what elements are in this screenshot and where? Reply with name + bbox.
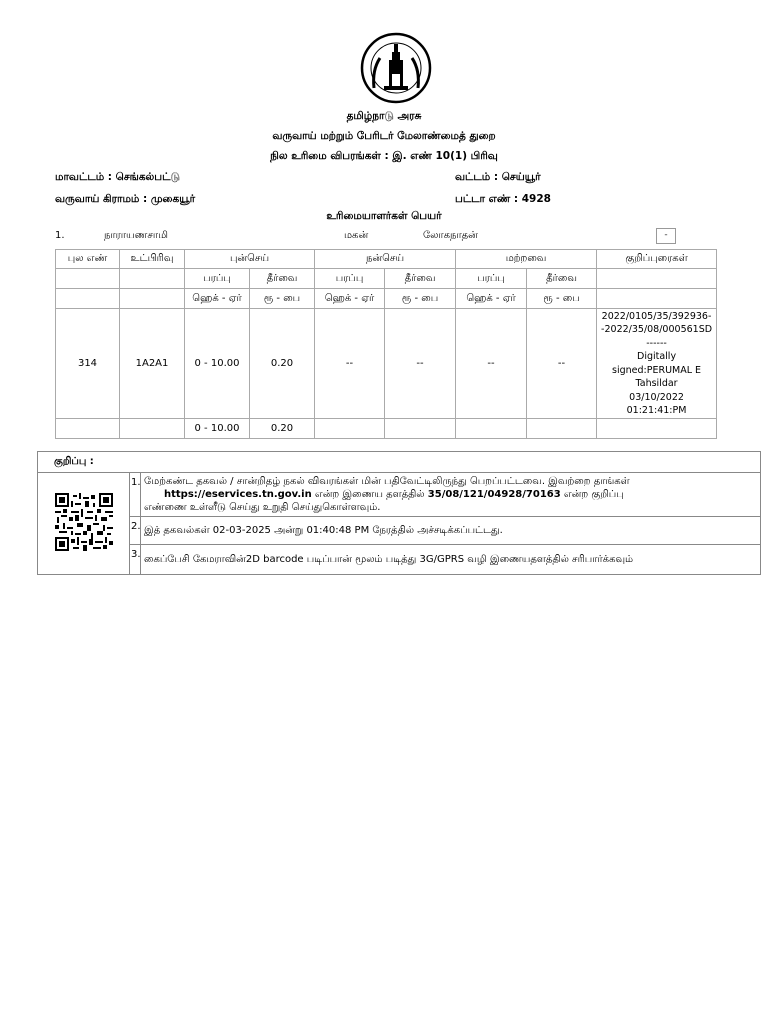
- note-line: என்ற இணைய தளத்தில்: [311, 489, 428, 500]
- note-number: 3.: [130, 545, 141, 575]
- sub-header-area: பரப்பு: [456, 269, 527, 289]
- owner-name: நாராயணசாமி: [104, 230, 168, 241]
- header-subdivision: உட்பிரிவு: [120, 250, 185, 269]
- unit-area: ஹெக் - ஏர்: [315, 289, 385, 309]
- qr-code-icon: [55, 493, 113, 551]
- survey-number-cell: 314: [56, 309, 120, 419]
- owner-relation: மகன்: [344, 230, 369, 241]
- total-row: [56, 419, 717, 439]
- remarks-cell: [597, 309, 717, 419]
- taluk-label: வட்டம் : செய்யூர்: [455, 171, 541, 183]
- remarks-line: Digitally: [637, 351, 677, 362]
- header-remarks: குறிப்புரைகள்: [597, 250, 717, 269]
- notes-heading: குறிப்பு :: [38, 452, 761, 473]
- table-row: [56, 309, 717, 419]
- note-line: எண்ணை உள்ளீடு செய்து உறுதி செய்துகொள்ளவும்.: [144, 502, 381, 513]
- qr-code-cell: [38, 473, 130, 575]
- nansei-tax-cell: --: [385, 309, 456, 419]
- header-nansei: நன்செய்: [315, 250, 456, 269]
- patta-number: பட்டா எண் : 4928: [455, 193, 551, 205]
- unit-area: ஹெக் - ஏர்: [456, 289, 527, 309]
- reference-number: 35/08/121/04928/70163: [427, 489, 561, 500]
- remarks-line: Tahsildar: [635, 378, 678, 389]
- header-others: மற்றவை: [456, 250, 597, 269]
- punsei-tax-cell: 0.20: [250, 309, 315, 419]
- department-title: வருவாய் மற்றும் பேரிடர் மேலாண்மைத் துறை: [272, 130, 496, 142]
- note-number: 2.: [130, 517, 141, 545]
- note-text: [141, 473, 761, 517]
- remarks-line: 01:21:41:PM: [626, 405, 687, 416]
- note-line: மேற்கண்ட தகவல் / சான்றிதழ் நகல் விவரங்கள் மின் பதிவேட்டிலிருந்து பெறப்பட்டவை. இவற்றை தாங்கள்: [144, 476, 630, 487]
- unit-area: ஹெக் - ஏர்: [185, 289, 250, 309]
- sub-header-tax: தீர்வை: [527, 269, 597, 289]
- unit-tax: ரூ - பை: [385, 289, 456, 309]
- notes-table: [37, 451, 761, 575]
- broken-image-icon: -: [656, 228, 676, 244]
- total-punsei-area: 0 - 10.00: [185, 419, 250, 439]
- punsei-area-cell: 0 - 10.00: [185, 309, 250, 419]
- others-tax-cell: --: [527, 309, 597, 419]
- note-line: என்ற குறிப்பு: [560, 489, 624, 500]
- subdivision-cell: 1A2A1: [120, 309, 185, 419]
- list-item: [38, 473, 761, 517]
- sub-header-tax: தீர்வை: [250, 269, 315, 289]
- note-number: 1.: [130, 473, 141, 517]
- sub-header-tax: தீர்வை: [385, 269, 456, 289]
- sub-header-area: பரப்பு: [315, 269, 385, 289]
- district-label: மாவட்டம் : செங்கல்பட்டு: [55, 171, 180, 183]
- land-details-table: [55, 249, 717, 439]
- header-punsei: புன்செய்: [185, 250, 315, 269]
- note-text: கைப்பேசி கேமராவின்2D barcode படிப்பான் மூலம் படித்து 3G/GPRS வழி இணையதளத்தில் சரிபார்க்கவும்: [141, 545, 761, 575]
- village-label: வருவாய் கிராமம் : முகையூர்: [55, 193, 196, 205]
- document-title: நில உரிமை விபரங்கள் : இ. எண் 10(1) பிரிவு: [270, 150, 498, 162]
- government-title: தமிழ்நாடு அரசு: [346, 110, 422, 122]
- note-text: இத் தகவல்கள் 02-03-2025 அன்று 01:40:48 PM நேரத்தில் அச்சடிக்கப்பட்டது.: [141, 517, 761, 545]
- remarks-line: ------: [646, 337, 667, 349]
- owner-index: 1.: [55, 230, 65, 241]
- list-item: [38, 517, 761, 545]
- list-item: [38, 545, 761, 575]
- unit-tax: ரூ - பை: [250, 289, 315, 309]
- remarks-line: 03/10/2022: [629, 391, 684, 403]
- nansei-area-cell: --: [315, 309, 385, 419]
- header-survey-no: புல எண்: [56, 250, 120, 269]
- sub-header-area: பரப்பு: [185, 269, 250, 289]
- remarks-line: signed:PERUMAL E: [612, 364, 702, 376]
- eservices-link[interactable]: https://eservices.tn.gov.in: [164, 489, 312, 500]
- owners-heading: உரிமையாளர்கள் பெயர்: [326, 210, 442, 222]
- total-punsei-tax: 0.20: [250, 419, 315, 439]
- remarks-line: -2022/35/08/000561SD: [601, 324, 713, 335]
- unit-tax: ரூ - பை: [527, 289, 597, 309]
- tamil-nadu-emblem-icon: [358, 30, 434, 106]
- others-area-cell: --: [456, 309, 527, 419]
- remarks-line: 2022/0105/35/392936-: [601, 310, 712, 322]
- owner-father-name: லோகநாதன்: [423, 230, 478, 241]
